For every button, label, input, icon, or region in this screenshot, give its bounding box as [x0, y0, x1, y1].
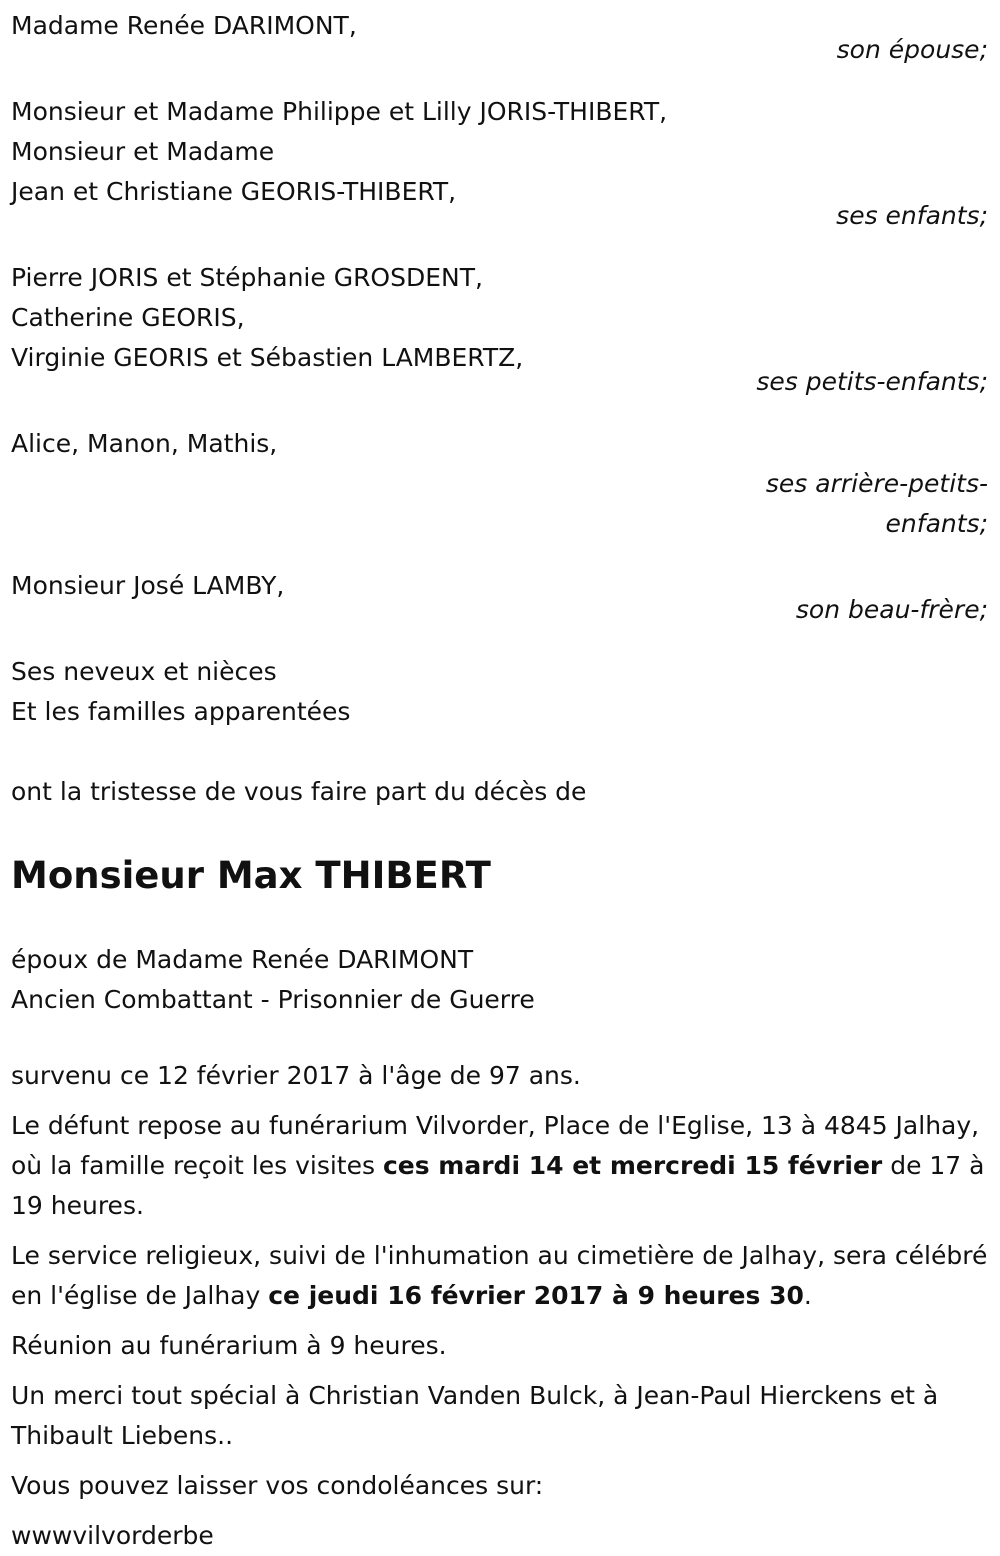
service-paragraph	[11, 1236, 990, 1316]
family-name-line: Virginie GEORIS et Sébastien LAMBERTZ,	[11, 343, 524, 372]
family-name-line: Et les familles apparentées	[11, 697, 351, 726]
deceased-name: Monsieur Max THIBERT	[11, 854, 491, 897]
family-name-line: Jean et Christiane GEORIS-THIBERT,	[11, 177, 457, 206]
visitation-paragraph	[11, 1106, 990, 1226]
relation-label: ses arrière-petits-	[765, 469, 988, 498]
service-end: .	[803, 1281, 812, 1310]
family-name-line: Alice, Manon, Mathis,	[11, 429, 278, 458]
spacer	[11, 1020, 990, 1056]
detail-line: époux de Madame Renée DARIMONT	[11, 945, 474, 974]
family-group-others	[11, 652, 990, 732]
family-group-grandchildren	[11, 258, 990, 402]
visitation-text: Le défunt repose au funérarium Vilvorder, Place de l'Eglise, 13 à 4845 Jalhay, où la famille reçoit les visites	[11, 1111, 980, 1180]
website-link[interactable]: wwwvilvorderbe	[11, 1521, 214, 1550]
family-name-line: Madame Renée DARIMONT,	[11, 11, 357, 40]
relation-label: son beau-frère;	[795, 595, 988, 624]
detail-line: Ancien Combattant - Prisonnier de Guerre	[11, 985, 535, 1014]
family-name-line: Monsieur et Madame Philippe et Lilly JORIS-THIBERT,	[11, 97, 668, 126]
relation-label: ses enfants;	[836, 201, 988, 230]
family-group-spouse	[11, 6, 990, 70]
family-name-line: Pierre JORIS et Stéphanie GROSDENT,	[11, 263, 483, 292]
death-date: survenu ce 12 février 2017 à l'âge de 97 ans.	[11, 1061, 581, 1090]
service-text: Le service religieux, suivi de l'inhumation au cimetière de Jalhay, sera célébré en l'église de Jalhay	[11, 1241, 988, 1310]
relation-label: ses petits-enfants;	[756, 367, 988, 396]
visitation-dates: ces mardi 14 et mercredi 15 février	[382, 1151, 883, 1180]
family-group-brother-in-law	[11, 566, 990, 630]
thanks-paragraph: Un merci tout spécial à Christian Vanden Bulck, à Jean-Paul Hierckens et à Thibault Liebens..	[11, 1381, 939, 1450]
family-group-great-grandchildren	[11, 424, 990, 544]
family-name-line: Ses neveux et nièces	[11, 657, 277, 686]
family-name-line: Monsieur et Madame	[11, 137, 275, 166]
family-name-line: Monsieur José LAMBY,	[11, 571, 285, 600]
deceased-details	[11, 940, 990, 1020]
announcement-intro: ont la tristesse de vous faire part du décès de	[11, 777, 587, 806]
reunion-paragraph: Réunion au funérarium à 9 heures.	[11, 1331, 447, 1360]
relation-label: son épouse;	[836, 35, 988, 64]
relation-label: enfants;	[885, 509, 988, 538]
family-name-line: Catherine GEORIS,	[11, 303, 245, 332]
family-group-children	[11, 92, 990, 236]
visitation-hours: de 17 à 19 heures.	[11, 1151, 985, 1220]
service-date: ce jeudi 16 février 2017 à 9 heures 30	[268, 1281, 804, 1310]
condolences-paragraph: Vous pouvez laisser vos condoléances sur:	[11, 1471, 544, 1500]
